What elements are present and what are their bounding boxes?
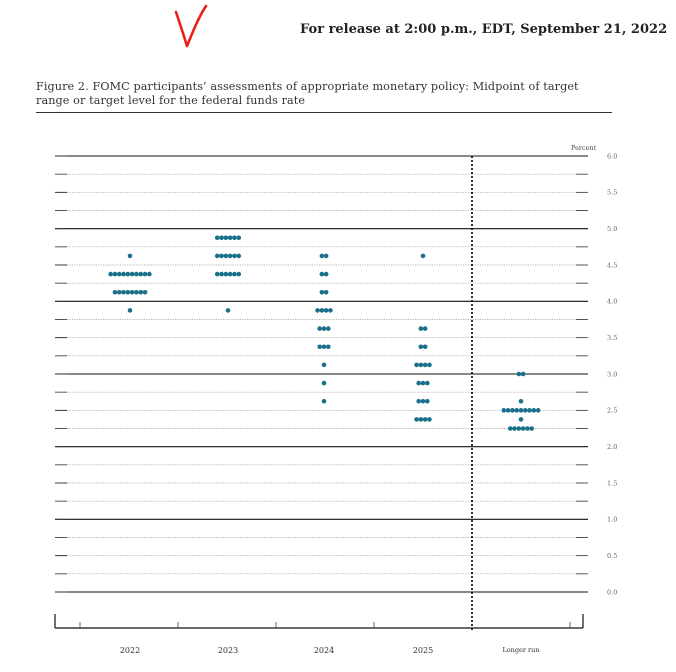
participant-dot bbox=[228, 254, 233, 259]
y-tick-label: 0.5 bbox=[607, 551, 618, 560]
participant-dot bbox=[322, 399, 327, 404]
participant-dot bbox=[143, 272, 148, 277]
participant-dot bbox=[108, 272, 113, 277]
participant-dot bbox=[506, 408, 511, 413]
participant-dot bbox=[215, 235, 220, 240]
participant-dot bbox=[419, 326, 424, 331]
figure-title: Figure 2. FOMC participants’ assessments of appropriate monetary policy: Midpoint of target range or target level for the federal funds rate bbox=[36, 80, 579, 107]
y-tick-label: 2.0 bbox=[607, 442, 618, 451]
participant-dot bbox=[425, 381, 430, 386]
participant-dot bbox=[215, 254, 220, 259]
participant-dot bbox=[134, 290, 139, 295]
participant-dot bbox=[126, 272, 131, 277]
y-axis-label: Percent bbox=[571, 144, 597, 152]
participant-dot bbox=[224, 272, 229, 277]
participant-dot bbox=[126, 290, 131, 295]
release-header: For release at 2:00 p.m., EDT, September 21, 2022 bbox=[300, 22, 668, 37]
participant-dot bbox=[219, 272, 224, 277]
participant-dot bbox=[117, 290, 122, 295]
participant-dot bbox=[224, 254, 229, 259]
participant-dot bbox=[416, 381, 421, 386]
participant-dot bbox=[423, 363, 428, 368]
x-category-label: 2023 bbox=[217, 646, 239, 655]
participant-dot bbox=[226, 308, 231, 313]
participant-dot bbox=[519, 417, 524, 422]
participant-dot bbox=[517, 426, 522, 431]
participant-dot bbox=[128, 254, 133, 259]
participant-dot bbox=[521, 426, 526, 431]
participant-dot bbox=[315, 308, 320, 313]
x-category-label: 2022 bbox=[119, 646, 141, 655]
participant-dot bbox=[427, 363, 432, 368]
participant-dot bbox=[236, 235, 241, 240]
participant-dot bbox=[510, 408, 515, 413]
participant-dot bbox=[427, 417, 432, 422]
participant-dot bbox=[219, 254, 224, 259]
participant-dot bbox=[536, 408, 541, 413]
y-tick-label: 4.5 bbox=[607, 261, 618, 270]
participant-dot bbox=[317, 326, 322, 331]
participant-dot bbox=[320, 254, 325, 259]
participant-dot bbox=[228, 235, 233, 240]
participant-dot bbox=[523, 408, 528, 413]
participant-dot bbox=[128, 308, 133, 313]
participant-dot bbox=[232, 254, 237, 259]
participant-dot bbox=[130, 272, 135, 277]
participant-dot bbox=[419, 417, 424, 422]
x-category-label: 2025 bbox=[412, 646, 434, 655]
participant-dot bbox=[232, 272, 237, 277]
participant-dot bbox=[421, 399, 426, 404]
y-tick-label: 2.5 bbox=[607, 406, 618, 415]
participant-dot bbox=[324, 308, 329, 313]
participant-dot bbox=[326, 344, 331, 349]
x-category-label: 2024 bbox=[313, 646, 335, 655]
participant-dot bbox=[236, 272, 241, 277]
y-tick-label: 4.0 bbox=[607, 297, 618, 306]
participant-dot bbox=[414, 363, 419, 368]
participant-dot bbox=[416, 399, 421, 404]
participant-dot bbox=[232, 235, 237, 240]
participant-dot bbox=[423, 417, 428, 422]
participant-dot bbox=[324, 254, 329, 259]
participant-dot bbox=[421, 254, 426, 259]
y-tick-label: 3.5 bbox=[607, 333, 618, 342]
participant-dot bbox=[512, 426, 517, 431]
participant-dot bbox=[322, 381, 327, 386]
participant-dot bbox=[143, 290, 148, 295]
participant-dot bbox=[508, 426, 513, 431]
participant-dot bbox=[138, 290, 143, 295]
participant-dot bbox=[525, 426, 530, 431]
y-tick-label: 1.5 bbox=[607, 479, 618, 488]
participant-dot bbox=[425, 399, 430, 404]
participant-dot bbox=[113, 272, 118, 277]
participant-dot bbox=[324, 290, 329, 295]
participant-dot bbox=[215, 272, 220, 277]
y-tick-label: 5.5 bbox=[607, 188, 618, 197]
participant-dot bbox=[228, 272, 233, 277]
y-tick-label: 6.0 bbox=[607, 152, 618, 161]
participant-dot bbox=[527, 408, 532, 413]
participant-dot bbox=[529, 426, 534, 431]
participant-dot bbox=[130, 290, 135, 295]
participant-dot bbox=[423, 326, 428, 331]
participant-dot bbox=[419, 363, 424, 368]
participant-dot bbox=[147, 272, 152, 277]
participant-dot bbox=[414, 417, 419, 422]
y-tick-label: 5.0 bbox=[607, 224, 618, 233]
participant-dot bbox=[532, 408, 537, 413]
participant-dot bbox=[519, 408, 524, 413]
participant-dot bbox=[322, 344, 327, 349]
participant-dot bbox=[324, 272, 329, 277]
participant-dot bbox=[519, 399, 524, 404]
participant-dot bbox=[326, 326, 331, 331]
y-tick-label: 3.0 bbox=[607, 370, 618, 379]
participant-dot bbox=[419, 344, 424, 349]
y-tick-label: 0.0 bbox=[607, 588, 618, 597]
participant-dot bbox=[134, 272, 139, 277]
participant-dot bbox=[224, 235, 229, 240]
participant-dot bbox=[138, 272, 143, 277]
x-category-label: Longer run bbox=[502, 646, 540, 654]
participant-dot bbox=[514, 408, 519, 413]
participant-dot bbox=[421, 381, 426, 386]
participant-dot bbox=[322, 326, 327, 331]
participant-dot bbox=[502, 408, 507, 413]
participant-dot bbox=[121, 272, 126, 277]
participant-dot bbox=[117, 272, 122, 277]
participant-dot bbox=[423, 344, 428, 349]
participant-dot bbox=[320, 290, 325, 295]
participant-dot bbox=[517, 372, 522, 377]
participant-dot bbox=[521, 372, 526, 377]
participant-dot bbox=[320, 308, 325, 313]
participant-dot bbox=[219, 235, 224, 240]
y-tick-label: 1.0 bbox=[607, 515, 618, 524]
participant-dot bbox=[328, 308, 333, 313]
participant-dot bbox=[121, 290, 126, 295]
participant-dot bbox=[113, 290, 118, 295]
participant-dot bbox=[317, 344, 322, 349]
participant-dot bbox=[320, 272, 325, 277]
participant-dot bbox=[236, 254, 241, 259]
participant-dot bbox=[322, 363, 327, 368]
